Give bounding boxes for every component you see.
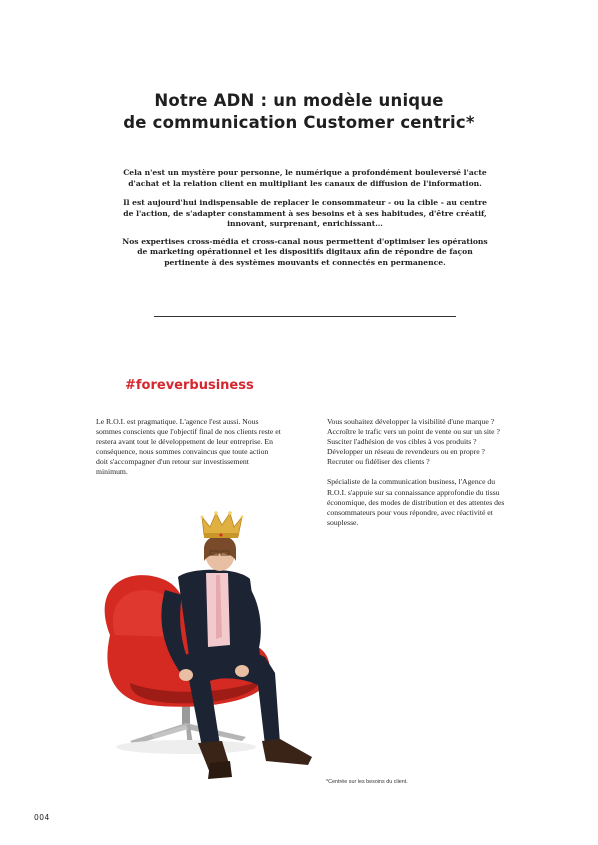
right-paragraph-2: Spécialiste de la communication business, l'Agence du R.O.I. s'appuie sur sa connaissance approfondie du tissu économique, des modes de distribution et des attentes des consommateurs pour vous répondre, avec réactivité et souplesse. — [327, 477, 505, 527]
right-column — [327, 417, 507, 528]
page-number: 004 — [34, 813, 50, 822]
man-on-red-chair-photo — [70, 505, 330, 795]
left-column — [96, 417, 281, 478]
right-paragraph-1: Vous souhaitez développer la visibilité d'une marque ? Accroître le trafic vers un point de vente ou sur un site ? Susciter l'adhésion de vos cibles à vos produits ? Développer un réseau de revendeurs ou en propre ? Recruter ou fidéliser des clients ? — [327, 417, 500, 467]
title-line-1: Notre ADN : un modèle unique — [154, 91, 444, 110]
chair-stand — [116, 701, 256, 754]
intro-paragraph-3: Nos expertises cross-média et cross-canal nous permettent d'optimiser les opérations de marketing opérationnel et les dispositifs digitaux afin de répondre de façon pertinente à des systèmes mouvants et connectés en permanence. — [122, 236, 488, 267]
intro-text — [120, 168, 490, 275]
left-paragraph-1: Le R.O.I. est pragmatique. L'agence l'est aussi. Nous sommes conscients que l'objectif final de nos clients reste et restera avant tout le développement de leur entreprise. En conséquence, nous sommes convaincus que toute action doit s'accompagner d'un retour sur investissement minimum. — [96, 417, 281, 477]
page-title — [0, 90, 598, 134]
footnote: *Centrée sur les besoins du client. — [326, 779, 408, 785]
hashtag-heading: #foreverbusiness — [125, 378, 254, 393]
divider-line — [154, 316, 456, 317]
intro-paragraph-1: Cela n'est un mystère pour personne, le numérique a profondément bouleversé l'acte d'achat et la relation client en multipliant les canaux de diffusion de l'information. — [123, 168, 487, 188]
man-head — [204, 535, 236, 571]
gold-crown-icon — [201, 511, 244, 538]
intro-paragraph-2: Il est aujourd'hui indispensable de replacer le consommateur - ou la cible - au centre de l'action, de s'adapter constamment à ses besoins et à ses habitudes, d'être créatif, innovant, surprenant, enrichissant… — [123, 198, 487, 228]
title-line-2: de communication Customer centric* — [123, 113, 475, 132]
